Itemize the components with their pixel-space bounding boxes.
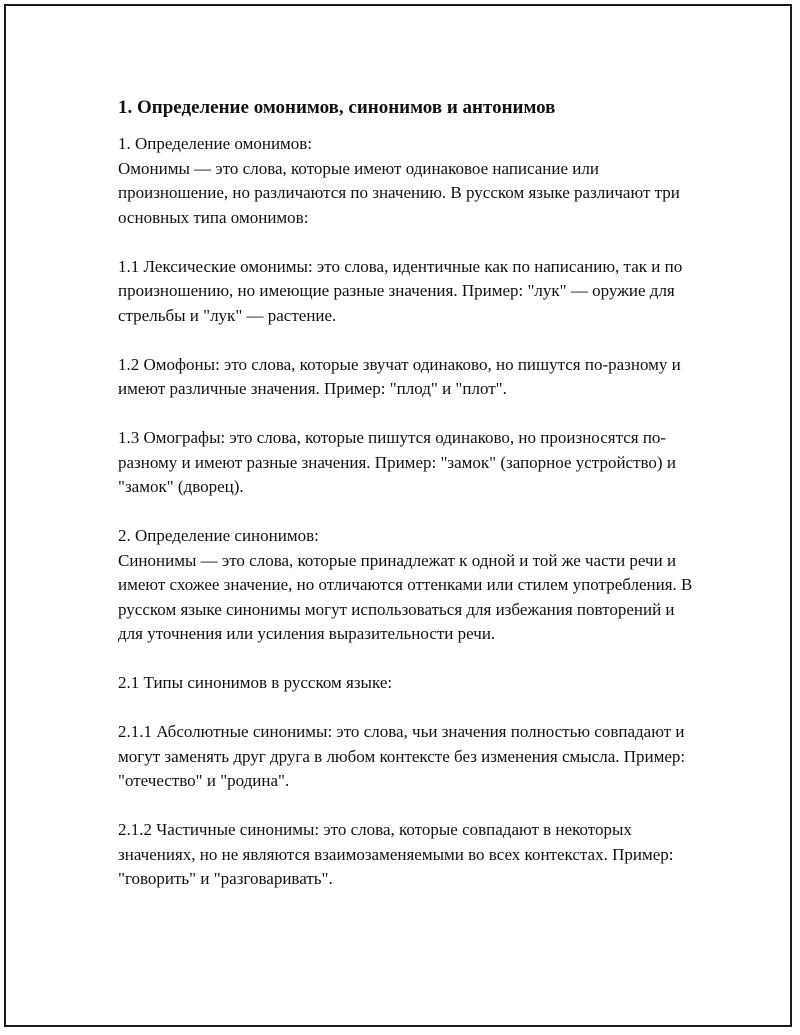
paragraph-gap [118,696,698,721]
paragraph-gap [118,328,698,353]
paragraph-lexical-homonyms: 1.1 Лексические омонимы: это слова, идентичные как по написанию, так и по произношению, но имеющие разные значения. Пример: "лук" — оружие для стрельбы и "лук" — растение. [118,256,683,325]
paragraph-gap [118,647,698,672]
document-body [118,96,698,892]
paragraph-partial-synonyms: 2.1.2 Частичные синонимы: это слова, которые совпадают в некоторых значениях, но не являются взаимозаменяемыми во всех контекстах. Пример: "говорить" и "разговаривать". [118,820,674,888]
paragraph-gap [118,500,698,525]
paragraph-homographs: 1.3 Омографы: это слова, которые пишутся одинаково, но произносятся по-разному и имеют разные значения. Пример: "замок" (запорное устройство) и "замок" (дворец). [118,428,676,496]
document-title: 1. Определение омонимов, синонимов и антонимов [118,97,556,118]
paragraph-gap [118,230,698,255]
paragraph-homophones: 1.2 Омофоны: это слова, которые звучат одинаково, но пишутся по-разному и имеют различные значения. Пример: "плод" и "плот". [118,354,681,398]
paragraph-synonym-types: 2.1 Типы синонимов в русском языке: [118,673,393,692]
paragraph-gap [118,402,698,427]
paragraph-homonyms-definition: 1. Определение омонимов: Омонимы — это слова, которые имеют одинаковое написание или произношение, но различаются по значению. В русском языке различают три основных типа омонимов: [118,134,680,227]
paragraph-absolute-synonyms: 2.1.1 Абсолютные синонимы: это слова, чьи значения полностью совпадают и могут заменять друг друга в любом контексте без изменения смысла. Пример: "отечество" и "родина". [118,722,686,790]
paragraph-gap [118,794,698,819]
paragraph-synonyms-definition: 2. Определение синонимов: Синонимы — это слова, которые принадлежат к одной и той же части речи и имеют схожее значение, но отличаются оттенками или стилем употребления. В русском языке синонимы могут использоваться для избежания повторений и для уточнения или усиления выразительности речи. [118,526,693,643]
